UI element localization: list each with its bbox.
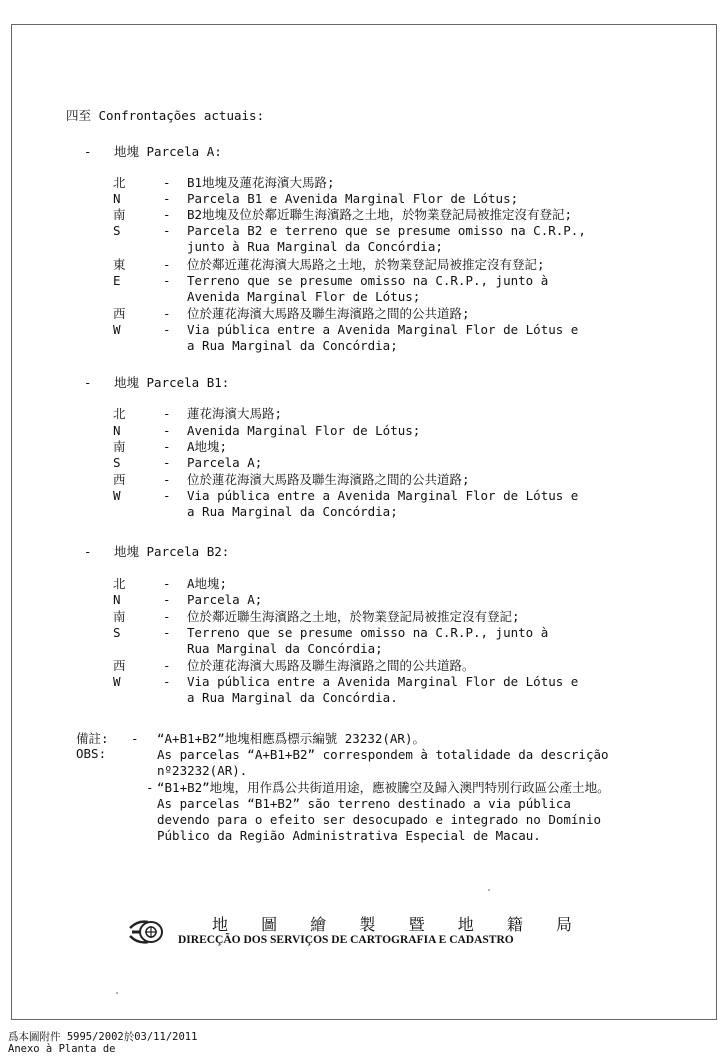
direction-label: N — [113, 423, 121, 438]
obs-label-cn: 備註: — [76, 731, 109, 746]
confrontation-text: 位於鄰近聯生海濱路之土地，於物業登記局被推定沒有登記; — [187, 609, 520, 624]
scan-speck — [116, 992, 118, 994]
confrontation-text: Rua Marginal da Concórdia; — [187, 641, 383, 656]
direction-label: E — [113, 273, 121, 288]
confrontation-row — [113, 406, 693, 421]
confrontation-text: Avenida Marginal Flor de Lótus; — [187, 423, 421, 438]
confrontation-row — [113, 273, 693, 288]
direction-label: W — [113, 322, 121, 337]
confrontation-row — [113, 423, 693, 438]
confrontation-row — [113, 472, 693, 487]
confrontation-row — [113, 175, 693, 190]
row-dash: - — [163, 455, 171, 470]
agency-name-char: 繪 — [310, 915, 327, 934]
row-dash: - — [163, 488, 171, 503]
row-dash: - — [163, 472, 171, 487]
confrontation-row — [113, 306, 693, 321]
agency-name-char: 暨 — [408, 915, 425, 934]
confrontation-text: Via pública entre a Avenida Marginal Flor de Lótus e — [187, 488, 579, 503]
document-frame — [11, 24, 717, 1020]
confrontation-text: 位於蓮花海濱大馬路及聯生海濱路之間的公共道路; — [187, 472, 470, 487]
confrontation-text: A地塊; — [187, 576, 228, 591]
confrontation-text: Terreno que se presume omisso na C.R.P., junto à — [187, 273, 549, 288]
row-dash: - — [163, 175, 171, 190]
row-dash: - — [163, 439, 171, 454]
obs-note-line: As parcelas “A+B1+B2” correspondem à totalidade da descrição — [157, 747, 609, 762]
row-dash: - — [163, 592, 171, 607]
confrontation-row — [113, 658, 693, 673]
direction-label: 北 — [113, 175, 126, 190]
confrontation-text: Parcela B1 e Avenida Marginal Flor de Lótus; — [187, 191, 519, 206]
direction-label: N — [113, 592, 121, 607]
confrontation-row — [113, 322, 693, 337]
agency-name-char: 籍 — [506, 915, 523, 934]
confrontation-text: 位於蓮花海濱大馬路及聯生海濱路之間的公共道路; — [187, 306, 470, 321]
direction-label: 南 — [113, 609, 126, 624]
obs-note-line: nº23232(AR). — [157, 763, 248, 778]
confrontation-row — [113, 239, 693, 254]
row-dash: - — [163, 406, 171, 421]
row-dash: - — [163, 257, 171, 272]
agency-name-cn — [212, 912, 572, 935]
confrontation-row — [113, 338, 693, 353]
footer-line-2: Anexo à Planta de — [8, 1043, 116, 1055]
confrontation-row — [113, 191, 693, 206]
confrontation-text: 位於鄰近蓮花海濱大馬路之土地，於物業登記局被推定沒有登記; — [187, 257, 545, 272]
bullet-dash: - — [84, 375, 92, 390]
direction-label: 西 — [113, 658, 126, 673]
parcel-title-text: 地塊 Parcela B1: — [114, 375, 230, 390]
parcel-title — [84, 142, 222, 160]
direction-label: W — [113, 488, 121, 503]
confrontation-row — [113, 488, 693, 503]
row-dash: - — [163, 207, 171, 222]
row-dash: - — [163, 609, 171, 624]
bullet-dash: - — [84, 544, 92, 559]
obs-note-line: “B1+B2”地塊，用作爲公共街道用途，應被騰空及歸入澳門特別行政區公產土地。 — [157, 780, 610, 795]
footer-line-1: 爲本圖附件 5995/2002於03/11/2011 — [8, 1031, 198, 1043]
direction-label: 南 — [113, 439, 126, 454]
confrontation-text: a Rua Marginal da Concórdia. — [187, 690, 398, 705]
obs-dash: - — [131, 731, 139, 746]
confrontation-row — [113, 207, 693, 222]
obs-note-line: Público da Região Administrativa Especial de Macau. — [157, 828, 541, 843]
agency-name-char: 圖 — [261, 915, 278, 934]
confrontation-text: Parcela B2 e terreno que se presume omisso na C.R.P., — [187, 223, 586, 238]
row-dash: - — [163, 322, 171, 337]
agency-name-char: 地 — [212, 915, 229, 934]
dscc-logo-icon — [128, 916, 170, 946]
obs-note-line: As parcelas “B1+B2” são terreno destinado a via pública — [157, 796, 571, 811]
direction-label: 北 — [113, 576, 126, 591]
agency-name-char: 局 — [555, 915, 572, 934]
confrontation-row — [113, 690, 693, 705]
row-dash: - — [163, 423, 171, 438]
confrontation-text: a Rua Marginal da Concórdia; — [187, 338, 398, 353]
row-dash: - — [163, 674, 171, 689]
confrontation-row — [113, 625, 693, 640]
confrontation-row — [113, 592, 693, 607]
confrontation-row — [113, 223, 693, 238]
confrontation-text: a Rua Marginal da Concórdia; — [187, 504, 398, 519]
obs-note-line: devendo para o efeito ser desocupado e integrado no Domínio — [157, 812, 602, 827]
section-heading: 四至 Confrontações actuais: — [66, 108, 265, 123]
parcel-title-text: 地塊 Parcela A: — [114, 144, 222, 159]
bullet-dash: - — [84, 144, 92, 159]
confrontation-text: B1地塊及蓮花海濱大馬路; — [187, 175, 335, 190]
confrontation-text: Parcela A; — [187, 592, 263, 607]
confrontation-text: junto à Rua Marginal da Concórdia; — [187, 239, 443, 254]
obs-dash: - — [146, 780, 154, 795]
confrontation-text: Avenida Marginal Flor de Lótus; — [187, 289, 421, 304]
confrontation-text: Via pública entre a Avenida Marginal Flor de Lótus e — [187, 674, 579, 689]
direction-label: 北 — [113, 406, 126, 421]
confrontation-row — [113, 504, 693, 519]
direction-label: 西 — [113, 472, 126, 487]
parcel-title — [84, 542, 229, 560]
direction-label: 南 — [113, 207, 126, 222]
agency-name-char: 地 — [457, 915, 474, 934]
confrontation-text: Terreno que se presume omisso na C.R.P., junto à — [187, 625, 549, 640]
row-dash: - — [163, 576, 171, 591]
direction-label: W — [113, 674, 121, 689]
agency-name-pt: DIRECÇÃO DOS SERVIÇOS DE CARTOGRAFIA E CADASTRO — [178, 934, 514, 946]
confrontation-row — [113, 257, 693, 272]
confrontation-row — [113, 576, 693, 591]
confrontation-row — [113, 641, 693, 656]
row-dash: - — [163, 223, 171, 238]
agency-name-char: 製 — [359, 915, 376, 934]
confrontation-row — [113, 609, 693, 624]
direction-label: N — [113, 191, 121, 206]
confrontation-row — [113, 439, 693, 454]
row-dash: - — [163, 658, 171, 673]
obs-note-line: “A+B1+B2”地塊相應爲標示編號 23232(AR)。 — [157, 731, 425, 746]
scan-speck — [488, 889, 490, 891]
parcel-title-text: 地塊 Parcela B2: — [114, 544, 230, 559]
confrontation-text: Via pública entre a Avenida Marginal Flor de Lótus e — [187, 322, 579, 337]
direction-label: S — [113, 455, 121, 470]
confrontation-row — [113, 455, 693, 470]
row-dash: - — [163, 273, 171, 288]
confrontation-text: B2地塊及位於鄰近聯生海濱路之土地，於物業登記局被推定沒有登記; — [187, 207, 573, 222]
direction-label: S — [113, 223, 121, 238]
row-dash: - — [163, 625, 171, 640]
confrontation-text: Parcela A; — [187, 455, 263, 470]
direction-label: 西 — [113, 306, 126, 321]
confrontation-text: 位於蓮花海濱大馬路及聯生海濱路之間的公共道路。 — [187, 658, 475, 673]
obs-label-pt: OBS: — [76, 746, 107, 761]
row-dash: - — [163, 191, 171, 206]
parcel-title — [84, 373, 229, 391]
direction-label: 東 — [113, 257, 126, 272]
confrontation-text: 蓮花海濱大馬路; — [187, 406, 283, 421]
confrontation-row — [113, 289, 693, 304]
confrontation-text: A地塊; — [187, 439, 228, 454]
direction-label: S — [113, 625, 121, 640]
confrontation-row — [113, 674, 693, 689]
row-dash: - — [163, 306, 171, 321]
